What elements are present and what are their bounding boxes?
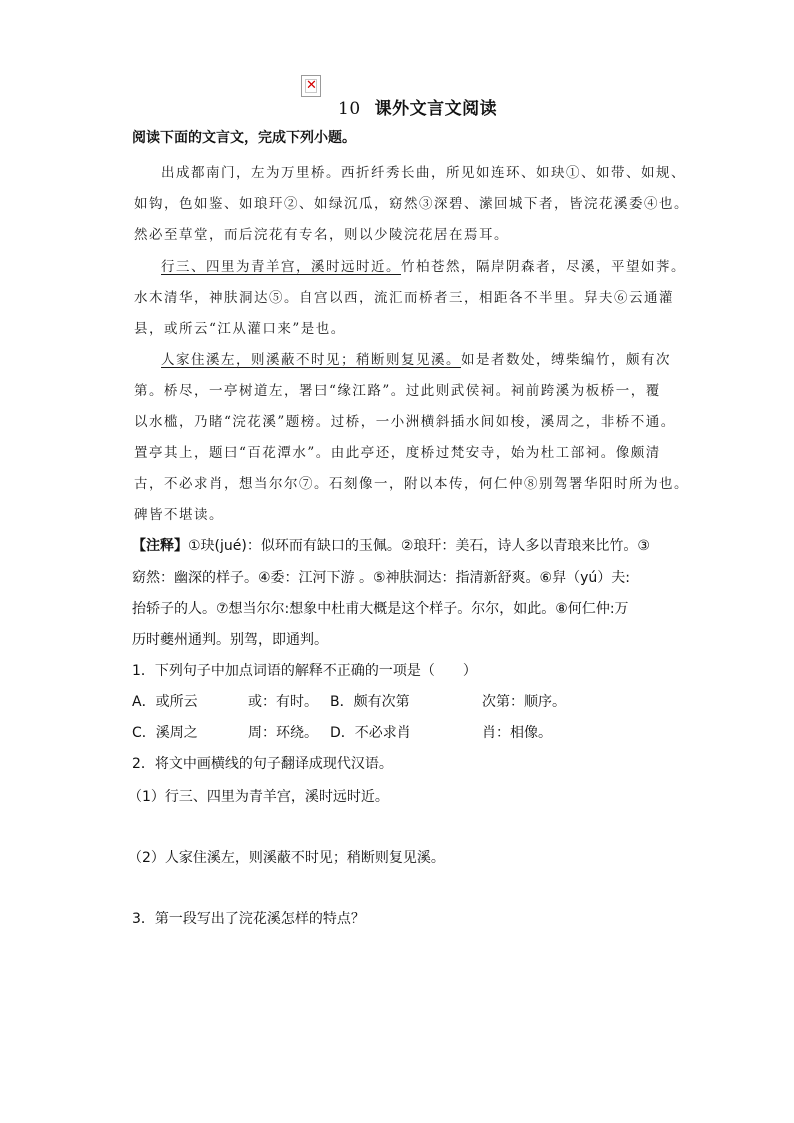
question-2-sentence-2: （2）人家住溪左，则溪蔽不时见；稍断则复见溪。 [128,850,445,866]
page-title [338,94,497,119]
passage-line: 然必至草堂，而后浣花有专名，则以少陵浣花居在焉耳。 [134,227,509,243]
option-b: B．颇有次第 [330,694,410,710]
passage-line: 以水槛，乃睹“浣花溪”题榜。过桥，一小洲横斜插水间如梭，溪周之，非桥不通。 [134,414,676,430]
option-c-explanation: 周：环绕。 [248,725,318,741]
passage-line: 碑皆不堪读。 [134,507,224,523]
question-2-sentence-1: （1）行三、四里为青羊宫，溪时远时近。 [128,789,389,805]
underlined-sentence-1: 行三、四里为青羊宫，溪时远时近。 [161,259,401,275]
option-b-explanation: 次第：顺序。 [482,694,566,710]
passage-line: 县，或所云“江从灌口来”是也。 [134,321,346,337]
option-c: C．溪周之 [132,725,198,741]
title-number: 10 [338,99,361,119]
title-text: 课外文言文阅读 [374,99,498,119]
passage-line: 如钩，色如鉴、如琅玕②、如绿沉瓜，窈然③深碧、潆回城下者，皆浣花溪委④也。 [134,196,689,212]
question-3-stem: 3．第一段写出了浣花溪怎样的特点？ [132,911,365,927]
underlined-sentence-2: 人家住溪左，则溪蔽不时见；稍断则复见溪。 [161,352,461,368]
passage-line: 人家住溪左，则溪蔽不时见；稍断则复见溪。如是者数处，缚柴编竹，颇有次 [161,352,671,368]
option-d-explanation: 肖：相像。 [482,725,552,741]
question-1-stem: 1．下列句子中加点词语的解释不正确的一项是（ ） [132,663,477,679]
passage-line: 第。桥尽，一亭树道左，署曰“缘江路”。过此则武侯祠。祠前跨溪为板桥一，覆 [134,383,661,399]
notes-line: 窈然：幽深的样子。④委：江河下游 。⑤神肤洞达：指清新舒爽。⑥舁（yú）夫: [132,570,630,586]
notes-label: 【注释】 [132,538,188,554]
passage-line: 行三、四里为青羊宫，溪时远时近。竹柏苍然，隔岸阴森者，尽溪，平望如荠。 [161,259,686,275]
option-a: A．或所云 [132,694,198,710]
passage-line: 水木清华，神肤洞达⑤。自宫以西，流汇而桥者三，相距各不半里。舁夫⑥云通灌 [134,290,674,306]
passage-line: 古，不必求肖，想当尔尔⑦。石刻像一，附以本传，何仁仲⑧别驾署华阳时所为也。 [134,476,689,492]
passage-line: 置亭其上，题曰“百花潭水”。由此亭还，度桥过梵安寺，始为杜工部祠。像颇清 [134,445,661,461]
option-d: D．不必求肖 [330,725,411,741]
notes-line: 【注释】①玦(jué)：似环而有缺口的玉佩。②琅玕：美石，诗人多以青琅来比竹。③ [132,538,650,554]
question-2-stem: 2．将文中画横线的句子翻译成现代汉语。 [132,756,393,772]
option-a-explanation: 或：有时。 [248,694,318,710]
notes-line: 历时夔州通判。别驾，即通判。 [132,632,328,648]
notes-line: 抬轿子的人。⑦想当尔尔:想象中杜甫大概是这个样子。尔尔，如此。⑧何仁仲:万 [132,601,629,617]
broken-image-icon: ✕ [301,75,321,97]
passage-line: 出成都南门，左为万里桥。西折纤秀长曲，所见如连环、如玦①、如带、如规、 [161,165,686,181]
instruction: 阅读下面的文言文，完成下列小题。 [132,130,356,146]
